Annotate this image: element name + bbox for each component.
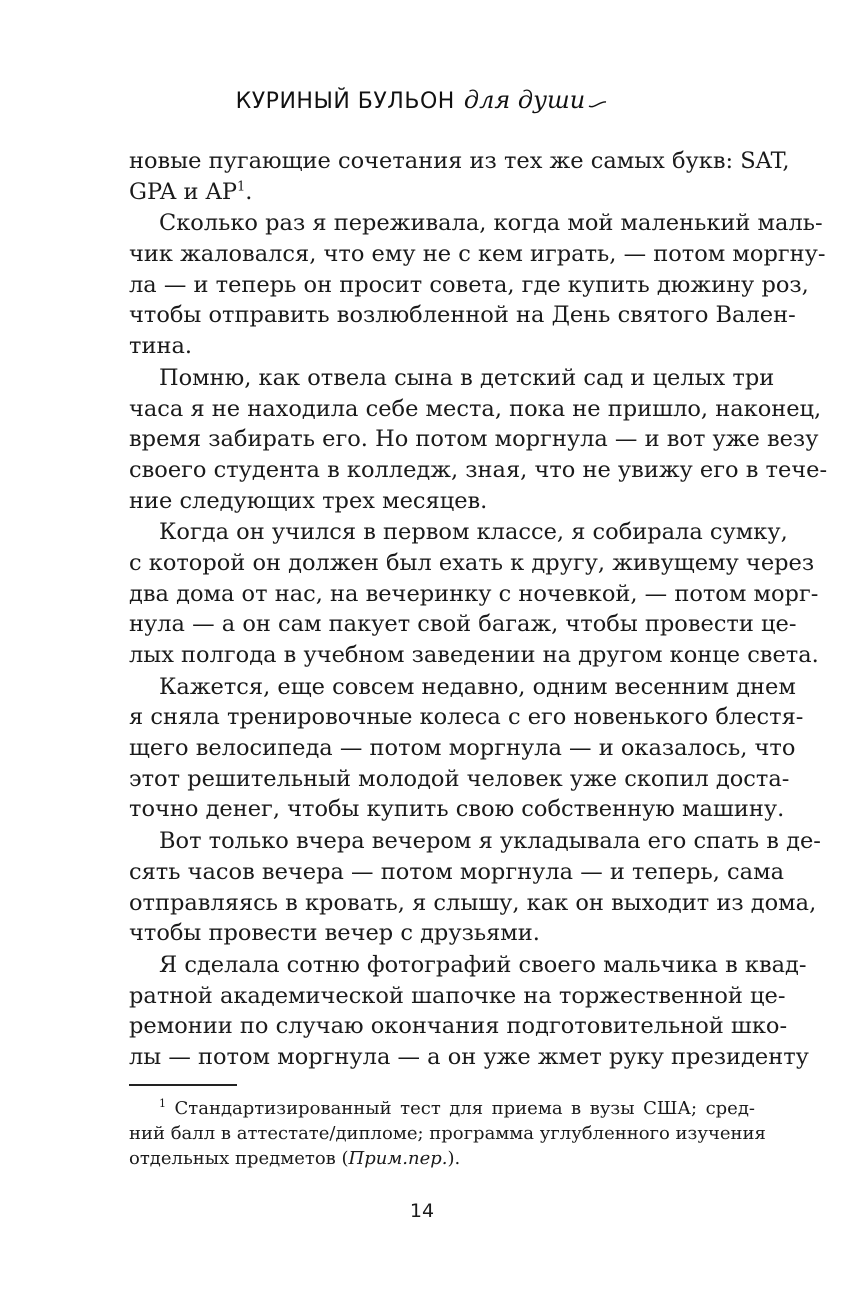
footnote-line (129, 1146, 755, 1171)
text-line: с которой он должен был ехать к другу, живущему через (129, 549, 815, 576)
text-line: Когда он учился в первом классе, я собирала сумку, (159, 519, 788, 546)
text-line: щего велосипеда — потом моргнула — и оказалось, что (129, 735, 796, 762)
footnote (129, 1096, 766, 1171)
text-fragment: Стандартизированный тест для приема в вузы США; сред- (174, 1098, 755, 1119)
text-line: новые пугающие сочетания из тех же самых букв: SAT, (129, 148, 790, 174)
text-line: Вот только вчера вечером я укладывала его спать в де- (159, 828, 821, 855)
paragraph (129, 208, 826, 361)
text-line: Сколько раз я переживала, когда мой маленький маль- (159, 210, 823, 237)
paragraph (129, 826, 821, 949)
text-line: точно денег, чтобы купить свою собственную машину. (129, 796, 785, 823)
running-header (0, 86, 844, 114)
footnote-line: ний балл в аттестате/дипломе; программа углубленного изучения (129, 1123, 766, 1144)
text-line: чтобы провести вечер с друзьями. (129, 920, 540, 947)
text-line: время забирать его. Но потом моргнула — и вот уже везу (129, 426, 819, 453)
body-text (129, 146, 828, 1074)
text-line: ратной академической шапочке на торжественной це- (129, 982, 786, 1009)
text-line: ремонии по случаю окончания подготовительной шко- (129, 1013, 788, 1040)
text-fragment: . (245, 178, 253, 205)
text-line: чтобы отправить возлюбленной на День святого Вален- (129, 302, 796, 329)
text-line: лы — потом моргнула — а он уже жмет руку президенту (129, 1043, 809, 1070)
text-line: два дома от нас, на вечеринку с ночевкой, — потом морг- (129, 580, 819, 607)
paragraph (129, 950, 809, 1073)
book-title: КУРИНЫЙ БУЛЬОН (235, 89, 455, 114)
text-line: ла — и теперь он просит совета, где купить дюжину роз, (129, 271, 809, 298)
text-line: я сняла тренировочные колеса с его новенького блестя- (129, 704, 804, 731)
footnote-line (129, 1096, 755, 1121)
text-line: отправляясь в кровать, я слышу, как он выходит из дома, (129, 889, 817, 916)
text-line: Помню, как отвела сына в детский сад и целых три (159, 364, 775, 391)
footnote-reference: 1 (237, 179, 246, 195)
text-line: ние следующих трех месяцев. (129, 487, 488, 514)
text-line: этот решительный молодой человек уже скопил доста- (129, 765, 790, 792)
text-fragment: GPA и AP (129, 178, 237, 205)
text-line: Кажется, еще совсем недавно, одним весенним днем (159, 673, 796, 700)
text-line: тина. (129, 333, 193, 360)
text-line: лых полгода в учебном заведении на другом конце света. (129, 642, 819, 668)
text-line: часа я не находила себе места, пока не пришло, наконец, (129, 395, 822, 422)
page-number: 14 (409, 1200, 435, 1222)
flourish-icon (588, 97, 608, 111)
footnote-divider (129, 1084, 237, 1086)
paragraph (129, 672, 804, 825)
text-line: сять часов вечера — потом моргнула — и теперь, сама (129, 858, 784, 885)
paragraph (129, 146, 790, 207)
text-line: нула — а он сам пакует свой багаж, чтобы провести це- (129, 611, 797, 638)
footnote-mark: 1 (159, 1097, 166, 1110)
text-line: Я сделала сотню фотографий своего мальчика в квад- (159, 951, 807, 978)
text-fragment-italic: Прим.пер. (348, 1148, 448, 1169)
text-fragment: ). (447, 1148, 461, 1169)
text-fragment: отдельных предметов ( (129, 1148, 349, 1169)
book-title-script: для души (463, 86, 586, 114)
paragraph (129, 363, 828, 516)
text-line: своего студента в колледж, зная, что не увижу его в тече- (129, 456, 828, 483)
paragraph (129, 517, 819, 670)
text-line: чик жаловался, что ему не с кем играть, — потом моргну- (129, 241, 826, 268)
text-line (129, 177, 755, 208)
